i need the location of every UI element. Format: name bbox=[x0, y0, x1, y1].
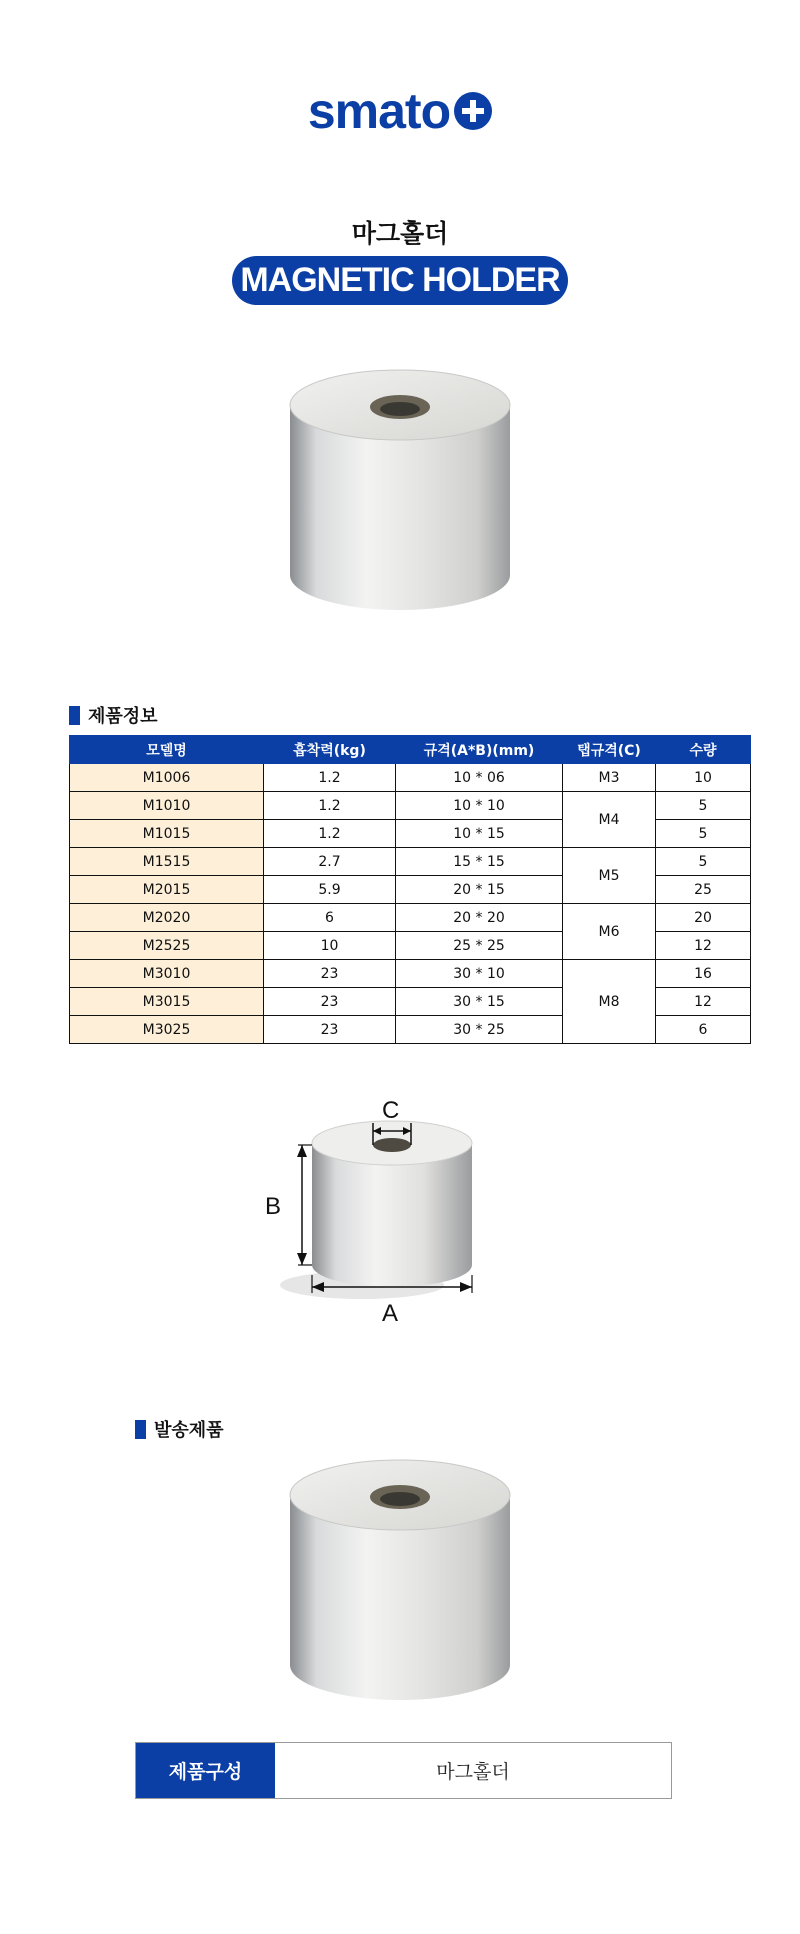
dimension-label-c: C bbox=[382, 1097, 400, 1124]
section-marker bbox=[69, 706, 80, 725]
cell-qty: 20 bbox=[656, 904, 751, 932]
dimension-diagram bbox=[260, 1095, 500, 1335]
shipping-section-heading-text: 발송제품 bbox=[154, 1420, 224, 1441]
cell-model: M1006 bbox=[70, 764, 264, 792]
cell-qty: 5 bbox=[656, 820, 751, 848]
cell-qty: 12 bbox=[656, 988, 751, 1016]
section-marker bbox=[135, 1420, 146, 1439]
table-row bbox=[70, 904, 751, 932]
cell-force: 10 bbox=[264, 932, 396, 960]
brand-logo-text: smato bbox=[307, 83, 451, 139]
cell-model: M3010 bbox=[70, 960, 264, 988]
cell-size: 10 * 10 bbox=[396, 792, 563, 820]
cell-tap: M8 bbox=[563, 960, 656, 1044]
cell-force: 5.9 bbox=[264, 876, 396, 904]
product-photo-main bbox=[282, 365, 518, 621]
header-tap: 탭규격(C) bbox=[563, 736, 656, 764]
header-size: 규격(A*B)(mm) bbox=[396, 736, 563, 764]
plus-circle-icon bbox=[454, 92, 492, 130]
brand-logo bbox=[0, 83, 800, 139]
cell-force: 1.2 bbox=[264, 792, 396, 820]
header-model: 모델명 bbox=[70, 736, 264, 764]
cell-force: 23 bbox=[264, 988, 396, 1016]
cell-model: M3015 bbox=[70, 988, 264, 1016]
cell-model: M1515 bbox=[70, 848, 264, 876]
composition-box bbox=[135, 1742, 672, 1799]
cell-tap: M6 bbox=[563, 904, 656, 960]
cell-size: 20 * 15 bbox=[396, 876, 563, 904]
cell-size: 30 * 15 bbox=[396, 988, 563, 1016]
header-force: 흡착력(kg) bbox=[264, 736, 396, 764]
spec-section-heading bbox=[69, 702, 158, 728]
product-title-korean: 마그홀더 bbox=[351, 219, 449, 248]
spec-table-header-row bbox=[70, 736, 751, 764]
product-title-english: MAGNETIC HOLDER bbox=[232, 256, 568, 305]
cell-model: M2020 bbox=[70, 904, 264, 932]
cell-size: 30 * 25 bbox=[396, 1016, 563, 1044]
dimension-label-a: A bbox=[382, 1300, 399, 1327]
cell-qty: 25 bbox=[656, 876, 751, 904]
cell-model: M1010 bbox=[70, 792, 264, 820]
table-row bbox=[70, 764, 751, 792]
table-row bbox=[70, 960, 751, 988]
spec-table bbox=[69, 735, 751, 1044]
cell-size: 10 * 06 bbox=[396, 764, 563, 792]
cell-qty: 16 bbox=[656, 960, 751, 988]
dimension-label-b: B bbox=[265, 1193, 282, 1220]
cell-size: 20 * 20 bbox=[396, 904, 563, 932]
cell-size: 30 * 10 bbox=[396, 960, 563, 988]
cell-model: M2525 bbox=[70, 932, 264, 960]
cell-qty: 6 bbox=[656, 1016, 751, 1044]
cell-tap: M3 bbox=[563, 764, 656, 792]
cell-size: 10 * 15 bbox=[396, 820, 563, 848]
cell-force: 23 bbox=[264, 1016, 396, 1044]
cell-size: 15 * 15 bbox=[396, 848, 563, 876]
spec-section-heading-text: 제품정보 bbox=[88, 706, 158, 727]
cell-qty: 5 bbox=[656, 792, 751, 820]
product-photo-shipping bbox=[282, 1455, 518, 1711]
cell-tap: M5 bbox=[563, 848, 656, 904]
shipping-section-heading bbox=[135, 1416, 224, 1442]
composition-value: 마그홀더 bbox=[436, 1761, 510, 1783]
table-row bbox=[70, 848, 751, 876]
cell-qty: 5 bbox=[656, 848, 751, 876]
cell-qty: 10 bbox=[656, 764, 751, 792]
cell-force: 6 bbox=[264, 904, 396, 932]
cell-force: 1.2 bbox=[264, 820, 396, 848]
cell-qty: 12 bbox=[656, 932, 751, 960]
cell-model: M1015 bbox=[70, 820, 264, 848]
composition-label: 제품구성 bbox=[136, 1743, 275, 1798]
cell-size: 25 * 25 bbox=[396, 932, 563, 960]
cell-force: 2.7 bbox=[264, 848, 396, 876]
cell-force: 23 bbox=[264, 960, 396, 988]
table-row bbox=[70, 792, 751, 820]
cell-model: M3025 bbox=[70, 1016, 264, 1044]
header-qty: 수량 bbox=[656, 736, 751, 764]
cell-model: M2015 bbox=[70, 876, 264, 904]
cell-tap: M4 bbox=[563, 792, 656, 848]
cell-force: 1.2 bbox=[264, 764, 396, 792]
